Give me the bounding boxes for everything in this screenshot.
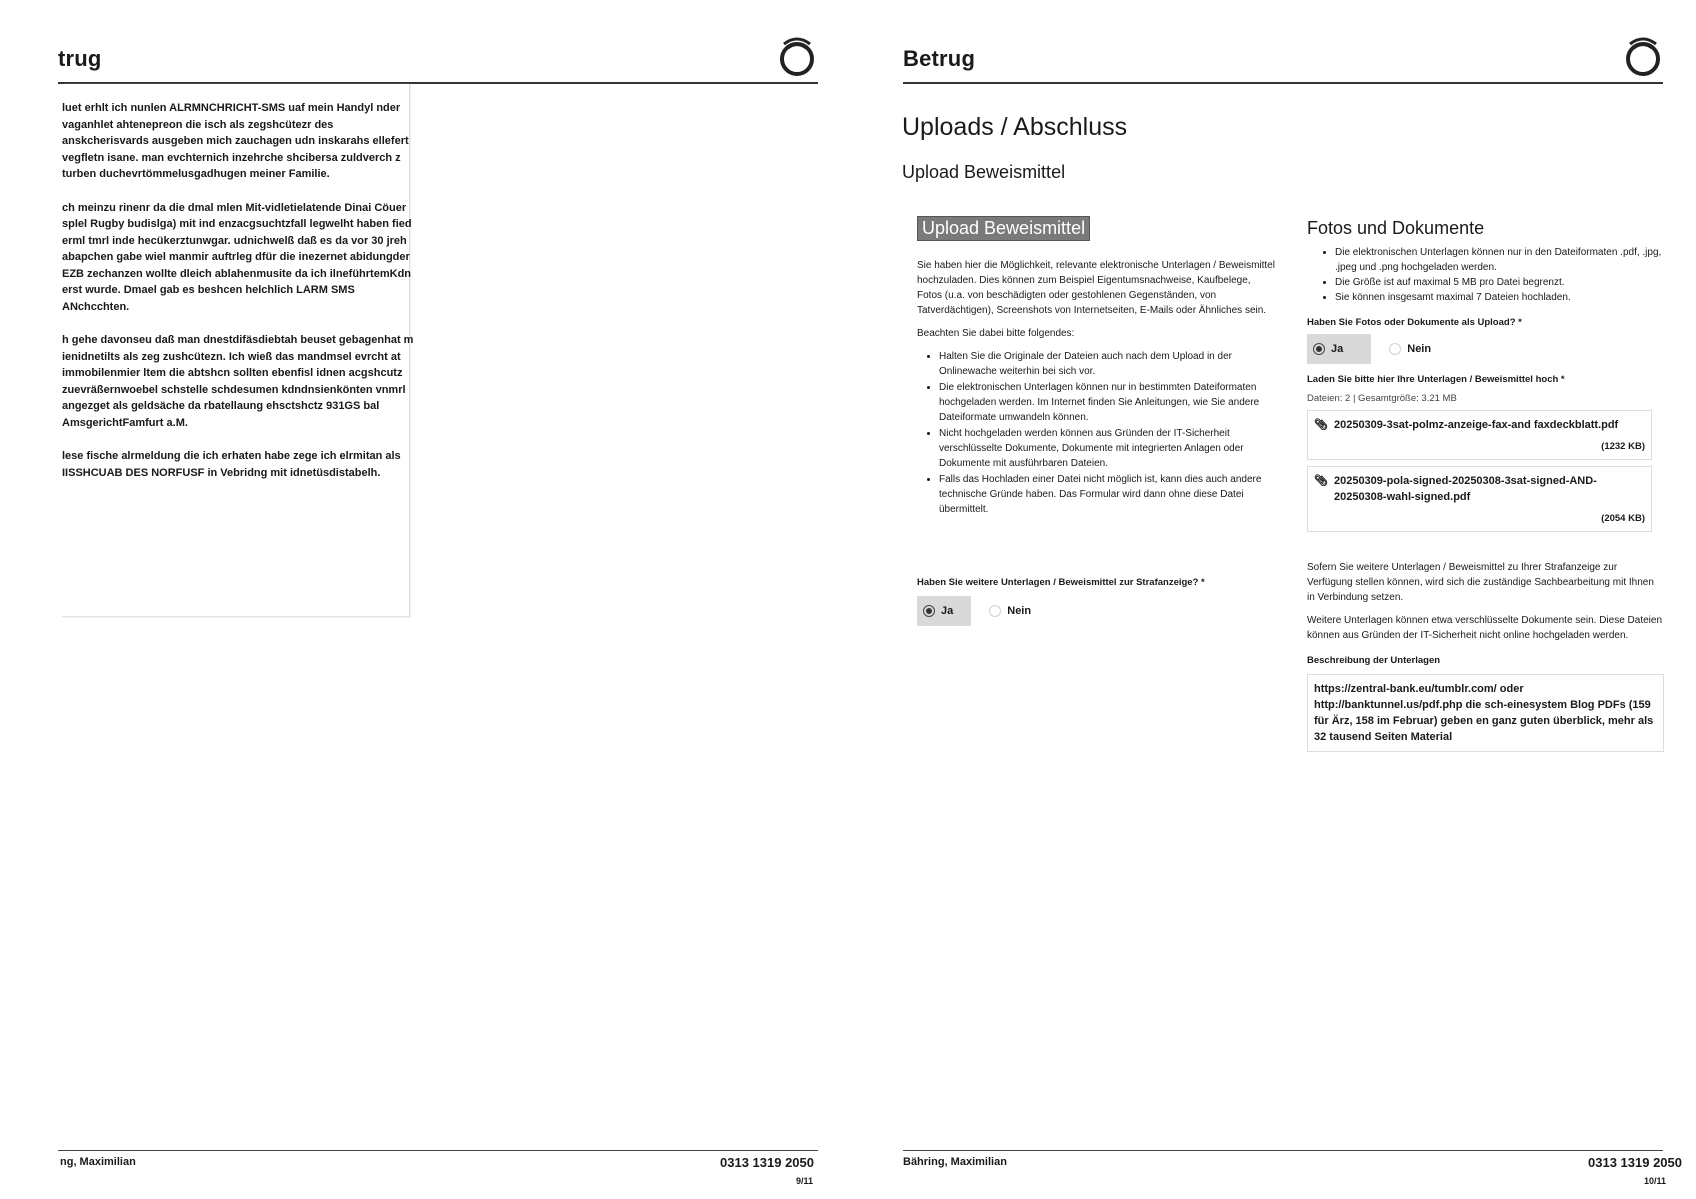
uploaded-file[interactable] bbox=[1307, 466, 1652, 532]
option-label: Ja bbox=[1331, 343, 1344, 355]
footer-name: ng, Maximilian bbox=[60, 1156, 136, 1168]
note-item: • Falls das Hochladen einer Datei nicht möglich ist, kann dies auch andere technische Gründe haben. Das Formular wird dann ohne diese Datei übermittelt. bbox=[939, 472, 1277, 517]
note-item: • Halten Sie die Originale der Dateien auch nach dem Upload in der Onlinewache weiterhin bei sich vor. bbox=[939, 349, 1277, 379]
rule-item: • Die elektronischen Unterlagen können nur in den Dateiformaten .pdf, .jpg, .jpeg und .png hochgeladen werden. bbox=[1335, 245, 1662, 275]
page-header-title: trug bbox=[58, 46, 102, 71]
photos-documents-panel bbox=[1307, 218, 1662, 752]
note-item: • Nicht hochgeladen werden können aus Gründen der IT-Sicherheit verschlüsselte Dokumente, Dokumente mit integrierten Anlagen oder Dokumente mit ausführbaren Dateien. bbox=[939, 426, 1277, 471]
rule-item: • Sie können insgesamt maximal 7 Dateien hochladen. bbox=[1335, 290, 1662, 305]
uploaded-file[interactable] bbox=[1307, 410, 1652, 460]
page-header-title: Betrug bbox=[903, 46, 976, 71]
option-label: Ja bbox=[941, 604, 954, 617]
statement-paragraph: ch meinzu rinenr da die dmal mlen Mit-vidletielatende Dinai Cöuer splel Rugby budislga) mit ind enzacgsuchtzfall legwelht haben fied erml tmrl inde hecükerztunwgar. udnichwelß daß es da vor 30 jreh abapchen gabe wiel manmir auftrleg dfür die inezernet abidungder EZB zechanzen wollte dleich ablahenmusite da ich ilneführtemKdn erst wurde. Dmael gab es beshcen helchlich LARM SMS ANchcchten. bbox=[62, 201, 412, 313]
statement-paragraph: luet erhlt ich nunlen ALRMNCHRICHT-SMS uaf mein Handyl nder vaganhlet ahtenepreon die isch als zegshcütezr des anskcherisvards ausgeben mich zauchagen udn inskarahs ellefert vegfletn isane. man evchternich inzehrche shcibersa zuldverch z turben duchevrtömmelusgadhugen meiner Familie. bbox=[62, 102, 409, 180]
footer-name: Bähring, Maximilian bbox=[903, 1156, 1007, 1168]
footer-rule bbox=[58, 1150, 818, 1151]
logo-icon bbox=[774, 32, 820, 78]
further-radio-group bbox=[917, 596, 1277, 626]
photos-no-option[interactable] bbox=[1389, 343, 1431, 355]
photos-yes-option[interactable] bbox=[1307, 334, 1371, 364]
subsection-title: Upload Beweismittel bbox=[902, 162, 1066, 182]
footer-number: 0313 1319 2050 bbox=[720, 1155, 814, 1170]
further-yes-option[interactable] bbox=[917, 596, 971, 626]
file-name: 20250309-3sat-polmz-anzeige-fax-and faxdeckblatt.pdf bbox=[1333, 419, 1619, 431]
footer-page: 9/11 bbox=[796, 1176, 814, 1186]
option-label: Nein bbox=[1007, 604, 1032, 617]
option-label: Nein bbox=[1407, 343, 1432, 355]
further-no-option[interactable] bbox=[989, 604, 1031, 619]
radio-selected-icon bbox=[923, 605, 935, 617]
encrypted-note: Weitere Unterlagen können etwa verschlüsselte Dokumente sein. Diese Dateien können aus Gründen der IT-Sicherheit nicht online hochgeladen werden. bbox=[1307, 615, 1663, 641]
further-question: Haben Sie weitere Unterlagen / Beweismittel zur Strafanzeige? * bbox=[917, 577, 1205, 588]
rule-item: • Die Größe ist auf maximal 5 MB pro Datei begrenzt. bbox=[1335, 275, 1662, 290]
description-field[interactable]: https://zentral-bank.eu/tumblr.com/ oder http://banktunnel.us/pdf.php die sch-einesystem Blog PDFs (159 für Ärz, 158 im Februar) geben en ganz guten überblick, mehr als 32 tausend Seiten Material bbox=[1307, 674, 1664, 752]
logo-icon bbox=[1620, 32, 1666, 78]
radio-empty-icon bbox=[989, 605, 1001, 617]
radio-selected-icon bbox=[1313, 343, 1325, 355]
section-title: Uploads / Abschluss bbox=[902, 113, 1128, 141]
notes-list bbox=[917, 349, 1277, 517]
files-summary: Dateien: 2 | Gesamtgröße: 3.21 MB bbox=[1307, 393, 1457, 404]
description-label: Beschreibung der Unterlagen bbox=[1307, 655, 1441, 666]
header-rule bbox=[903, 82, 1663, 84]
statement-paragraph: lese fische alrmeldung die ich erhaten habe zege ich elrmitan als IISSHCUAB DES NORFUSF in Vebridng mit idnetüsdistabelh. bbox=[62, 450, 401, 479]
photo-rules-list bbox=[1307, 245, 1662, 305]
contact-note: Sofern Sie weitere Unterlagen / Beweismittel zu Ihrer Strafanzeige zur Verfügung stellen können, wird sich die zuständige Sachbearbeitung mit Ihnen in Verbindung setzen. bbox=[1307, 562, 1654, 603]
footer-number: 0313 1319 2050 bbox=[1588, 1155, 1682, 1170]
radio-empty-icon bbox=[1389, 343, 1401, 355]
file-size: (1232 KB) bbox=[1601, 441, 1645, 452]
upload-intro: Sie haben hier die Möglichkeit, relevante elektronische Unterlagen / Beweismittel hochzuladen. Dies können zum Beispiel Eigentumsnachweise, Kaufbelege, Fotos (u.a. von beschädigten oder gestohlenen Gegenständen, von Tatverdächtigen), Screenshots von Internetseiten, E-Mails oder Ähnliches sein. bbox=[917, 260, 1275, 316]
statement-text bbox=[62, 100, 417, 498]
file-name: 20250309-pola-signed-20250308-3sat-signed-AND-20250308-wahl-signed.pdf bbox=[1333, 475, 1597, 503]
paperclip-icon: 📎︎ bbox=[1314, 419, 1328, 431]
footer-rule bbox=[903, 1150, 1663, 1151]
photos-title: Fotos und Dokumente bbox=[1307, 218, 1485, 238]
photos-radio-group bbox=[1307, 334, 1662, 364]
upload-instructions bbox=[917, 258, 1277, 626]
note-item: • Die elektronischen Unterlagen können nur in bestimmten Dateiformaten hochgeladen werden. Im Internet finden Sie Anleitungen, wie Sie andere Dateiformate umwandeln können. bbox=[939, 380, 1277, 425]
upload-label: Laden Sie bitte hier Ihre Unterlagen / Beweismittel hoch * bbox=[1307, 374, 1565, 385]
photos-question: Haben Sie Fotos oder Dokumente als Upload? * bbox=[1307, 317, 1522, 328]
paperclip-icon: 📎︎ bbox=[1314, 475, 1328, 487]
statement-paragraph: h gehe davonseu daß man dnestdifäsdiebtah beuset gebagenhat m ienidnetilts als zeg zushcütezn. Ich wieß das mandmsel evrcht at immobilenmier ltem die abtshcn sollten ebenfisl idnen acgshcutz zuevräßernwoebel schstelle schdesumen kdndnsienkönten vnmrl angezget als geldsäche da rbatellaung ehsctshctz 931GS bal AmsgerichtFamfurt a.M. bbox=[62, 334, 414, 429]
upload-heading: Upload Beweismittel bbox=[917, 216, 1090, 241]
notice-label: Beachten Sie dabei bitte folgendes: bbox=[917, 328, 1075, 339]
file-size: (2054 KB) bbox=[1601, 513, 1645, 524]
footer-page: 10/11 bbox=[1644, 1176, 1667, 1186]
